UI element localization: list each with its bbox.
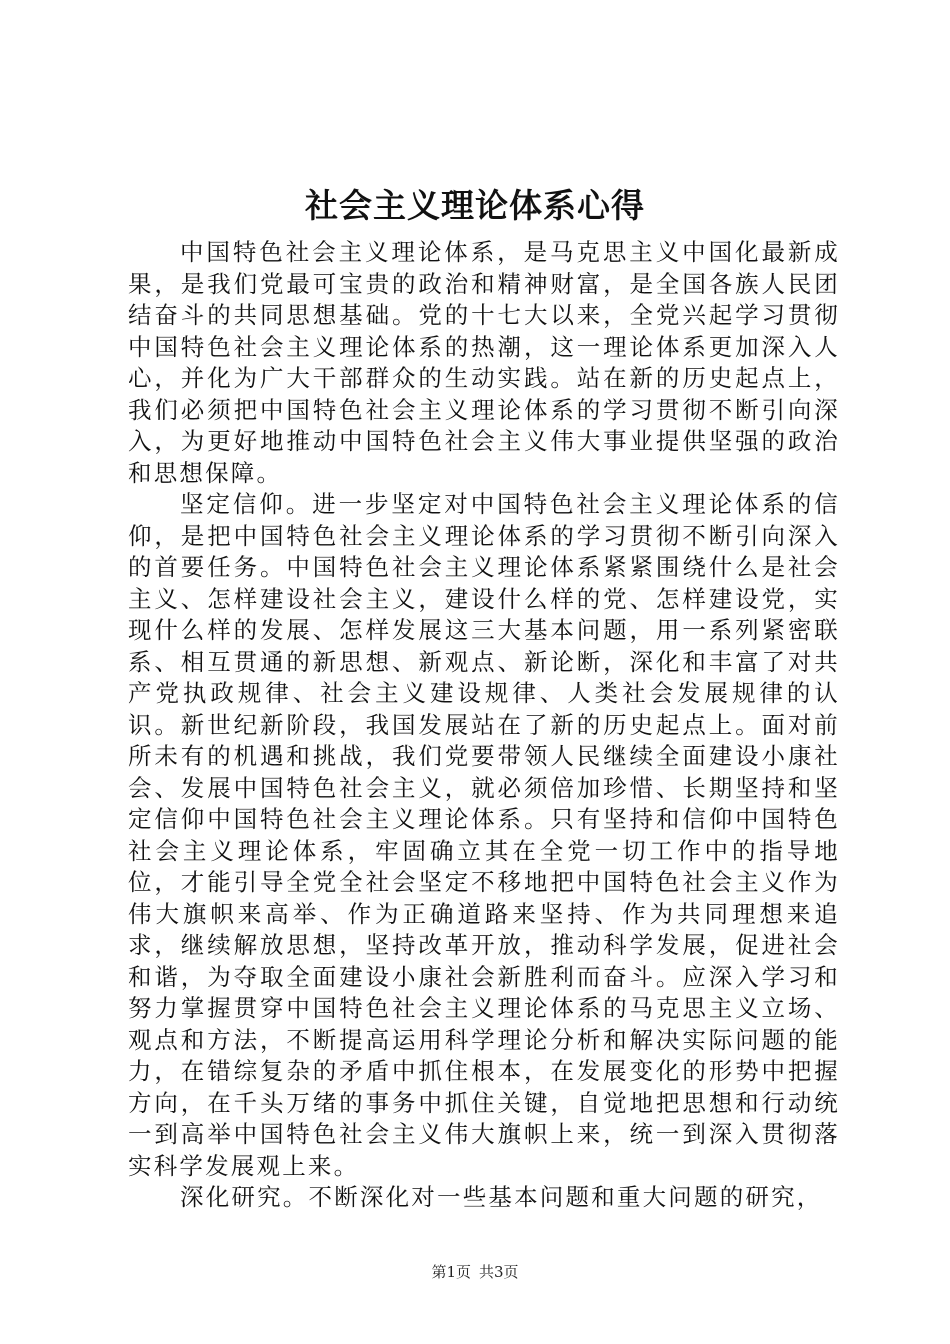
document-title: 社会主义理论体系心得 (305, 186, 645, 225)
document-body (128, 237, 840, 1214)
page-footer (0, 1262, 950, 1282)
paragraph-firm-belief: 坚定信仰。进一步坚定对中国特色社会主义理论体系的信仰，是把中国特色社会主义理论体系的学习贯彻不断引向深入的首要任务。中国特色社会主义理论体系紧紧围绕什么是社会主义、怎样建设社会主义，建设什么样的党、怎样建设党，实现什么样的发展、怎样发展这三大基本问题，用一系列紧密联系、相互贯通的新思想、新观点、新论断，深化和丰富了对共产党执政规律、社会主义建设规律、人类社会发展规律的认识。新世纪新阶段，我国发展站在了新的历史起点上。面对前所未有的机遇和挑战，我们党要带领人民继续全面建设小康社会、发展中国特色社会主义，就必须倍加珍惜、长期坚持和坚定信仰中国特色社会主义理论体系。只有坚持和信仰中国特色社会主义理论体系，牢固确立其在全党一切工作中的指导地位，才能引导全党全社会坚定不移地把中国特色社会主义作为伟大旗帜来高举、作为正确道路来坚持、作为共同理想来追求，继续解放思想，坚持改革开放，推动科学发展，促进社会和谐，为夺取全面建设小康社会新胜利而奋斗。应深入学习和努力掌握贯穿中国特色社会主义理论体系的马克思主义立场、观点和方法，不断提高运用科学理论分析和解决实际问题的能力，在错综复杂的矛盾中抓住根本，在发展变化的形势中把握方向，在千头万绪的事务中抓住关键，自觉地把思想和行动统一到高举中国特色社会主义伟大旗帜上来，统一到深入贯彻落实科学发展观上来。 (128, 490, 840, 1180)
page-number: 第1页 (431, 1263, 471, 1281)
paragraph-deepen-research: 深化研究。不断深化对一些基本问题和重大问题的研究， (180, 1183, 823, 1211)
paragraph-intro: 中国特色社会主义理论体系，是马克思主义中国化最新成果，是我们党最可宝贵的政治和精神财富，是全国各族人民团结奋斗的共同思想基础。党的十七大以来，全党兴起学习贯彻中国特色社会主义理论体系的热潮，这一理论体系更加深入人心，并化为广大干部群众的生动实践。站在新的历史起点上，我们必须把中国特色社会主义理论体系的学习贯彻不断引向深入，为更好地推动中国特色社会主义伟大事业提供坚强的政治和思想保障。 (128, 238, 840, 487)
page-total: 共3页 (479, 1263, 519, 1281)
